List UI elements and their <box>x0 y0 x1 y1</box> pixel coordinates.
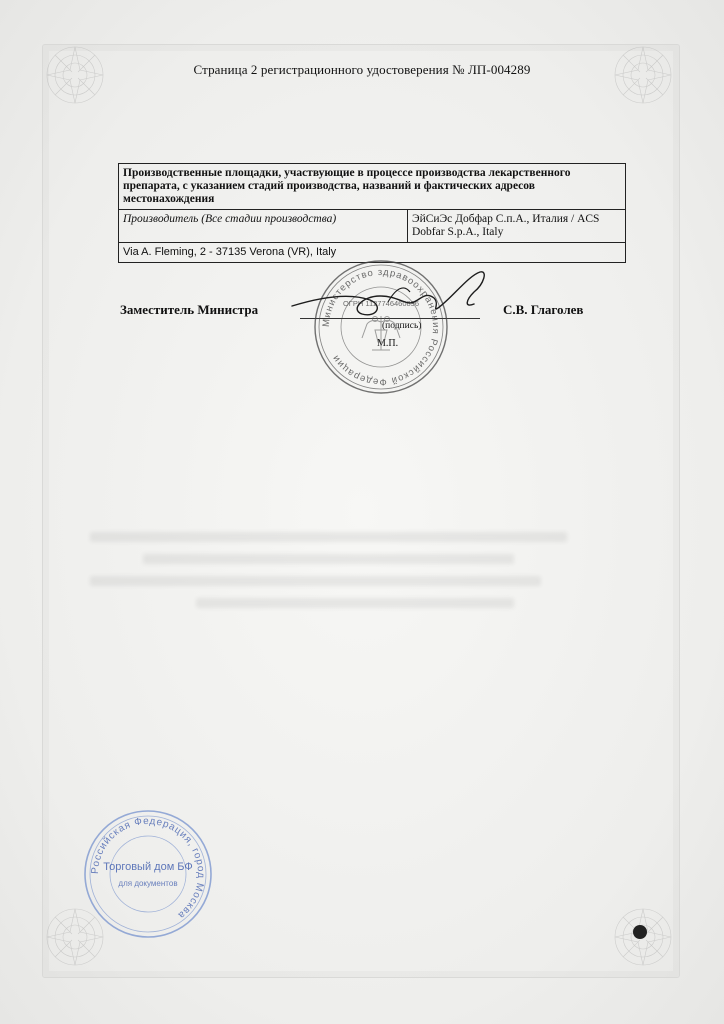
seal-place-caption: М.П. <box>377 338 399 349</box>
ministry-stamp-ogrn: ОГРН 1127746460896 <box>342 299 420 308</box>
copy-certification-stamp <box>82 808 214 940</box>
page-header: Страница 2 регистрационного удостоверения № ЛП-004289 <box>193 62 531 77</box>
scan-hole-mark <box>633 925 647 939</box>
signatory-role: Заместитель Министра <box>120 302 259 317</box>
manufacturer-address-cell: Via A. Fleming, 2 - 37135 Verona (VR), Italy <box>119 243 626 263</box>
table-header-cell: Производственные площадки, участвующие в процессе производства лекарственного препарата, с указанием стадий производства, названий и фактических адресов местонахождения <box>119 164 626 210</box>
handwritten-signature <box>288 262 498 334</box>
production-sites-table <box>118 163 626 263</box>
show-through-ghost-text <box>90 520 620 660</box>
copy-stamp-inner-text: Торговый дом БФ <box>103 861 193 873</box>
copy-stamp-ring-text: Российская Федерация, город Москва <box>89 815 207 921</box>
signatory-name: С.В. Глаголев <box>503 302 584 317</box>
ministry-stamp-ring-text: Министерство здравоохранения Российской Федерации <box>320 266 442 388</box>
signature-caption: (подпись) <box>382 321 422 331</box>
manufacturer-role-cell: Производитель (Все стадии производства) <box>119 210 408 243</box>
copy-stamp-for-docs: для документов <box>118 879 178 888</box>
table-row <box>119 210 626 243</box>
table-row <box>119 164 626 210</box>
manufacturer-company-cell: ЭйСиЭс Добфар С.п.А., Италия / ACS Dobfar S.p.A., Italy <box>408 210 626 243</box>
